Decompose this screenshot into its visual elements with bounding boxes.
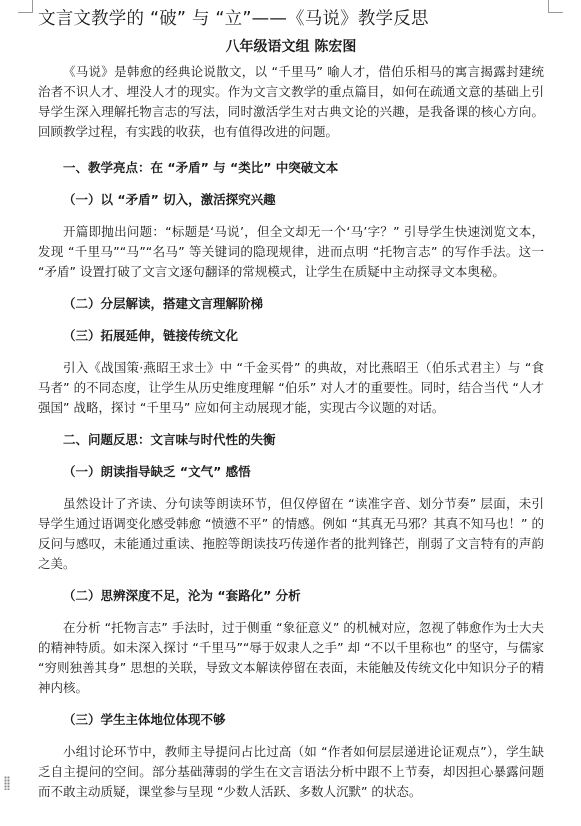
section-heading: 一、教学亮点：在 “矛盾” 与 “类比” 中突破文本	[63, 160, 339, 175]
subsection-heading: （三）拓展延伸，链接传统文化	[63, 328, 239, 343]
body-paragraph: 开篇即抛出问题：“标题是‘马说’，但全文却无一个‘马’字？” 引导学生快速浏览文本，发现 “千里马”“马”“名马” 等关键词的隐现规律，进而点明 “托物言志” 的写作手法。这一 “矛盾” 设置打破了文言文逐句翻译的常规模式，让学生在质疑中主动探寻文本奥秘。	[38, 224, 544, 279]
page-corner-mark	[18, 0, 33, 13]
document-body	[38, 6, 544, 802]
author-line: 八年级语文组 陈宏图	[225, 39, 357, 55]
body-paragraph: 在分析 “托物言志” 手法时，过于侧重 “象征意义” 的机械对应，忽视了韩愈作为士大夫的精神特质。如未深入探讨 “千里马”“辱于奴隶人之手” 却 “不以千里称也” 的坚守，与儒家 “穷则独善其身” 思想的关联，导致文本解读停留在表面，未能触及传统文化中知识分子的精神内核。	[38, 620, 544, 695]
subsection-heading: （二）思辨深度不足，沦为 “套路化” 分析	[63, 588, 301, 603]
page-corner-mark	[548, 0, 563, 13]
body-paragraph: 小组讨论环节中，教师主导提问占比过高（如 “作者如何层层递进论证观点”），学生缺乏自主提问的空间。部分基础薄弱的学生在文言语法分析中跟不上节奏，却因担心暴露问题而不敢主动质疑，课堂参与呈现 “少数人活跃、多数人沉默” 的状态。	[38, 744, 544, 799]
body-paragraph: 虽然设计了齐读、分句读等朗读环节，但仅停留在 “读准字音、划分节奏” 层面，未引导学生通过语调变化感受韩愈 “愤懑不平” 的情感。例如 “其真无马邪？其真不知马也！” 的反问与感叹，未能通过重读、拖腔等朗读技巧传递作者的批判锋芒，削弱了文言特有的声韵之美。	[38, 496, 544, 571]
subsection-heading: （一）朗读指导缺乏 “文气” 感悟	[63, 464, 251, 479]
subsection-heading: （二）分层解读，搭建文言理解阶梯	[63, 296, 264, 311]
subsection-heading: （一）以 “矛盾” 切入，激活探究兴趣	[63, 192, 276, 207]
subsection-heading: （三）学生主体地位体现不够	[63, 712, 226, 727]
drag-handle-icon[interactable]	[4, 776, 10, 790]
body-paragraph: 引入《战国策·燕昭王求士》中 “千金买骨” 的典故，对比燕昭王（伯乐式君主）与 “食马者” 的不同态度，让学生从历史维度理解 “伯乐” 对人才的重要性。同时，结合当代 “人才强国” 战略，探讨 “千里马” 应如何主动展现才能，实现古今议题的对话。	[38, 360, 544, 415]
intro-paragraph: 《马说》是韩愈的经典论说散文，以 “千里马” 喻人才，借伯乐相马的寓言揭露封建统治者不识人才、埋没人才的现实。作为文言文教学的重点篇目，如何在疏通文意的基础上引导学生深入理解托物言志的写法，同时激活学生对古典文论的兴趣，是我备课的核心方向。回顾教学过程，有实践的收获，也有值得改进的问题。	[38, 64, 544, 139]
document-title: 文言文教学的 “破” 与 “立”——《马说》教学反思	[38, 9, 429, 29]
section-heading: 二、问题反思：文言味与时代性的失衡	[63, 432, 276, 447]
